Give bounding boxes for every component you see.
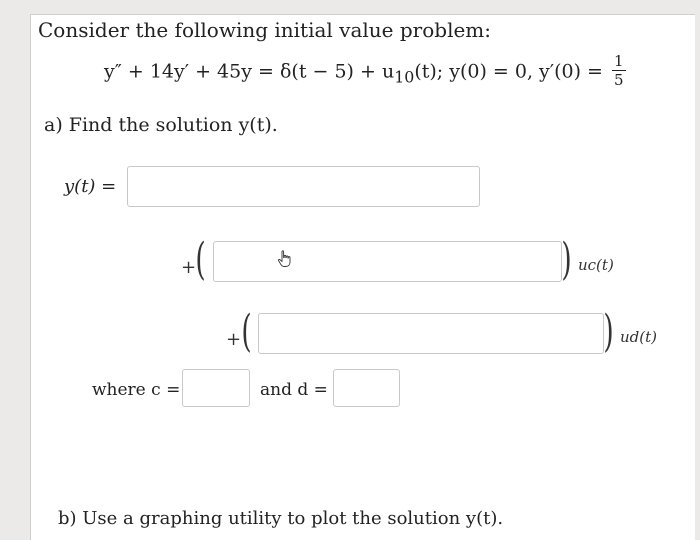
equation-right: (t); y(0) = 0, y′(0) =: [414, 60, 610, 83]
where-c-label: where c =: [92, 380, 181, 400]
close-paren-2: ): [603, 306, 614, 357]
plus-sign-2: +: [226, 329, 242, 350]
equation-subscript: 10: [394, 67, 415, 87]
open-paren-1: (: [195, 234, 206, 285]
equation-left: y″ + 14y′ + 45y = δ(t − 5) + u: [104, 60, 395, 83]
initial-slope-fraction: [612, 52, 626, 89]
hand-pointer-icon: [277, 250, 293, 272]
solution-main-input[interactable]: [127, 166, 480, 207]
ivp-equation: [104, 54, 626, 91]
problem-intro: Consider the following initial value problem:: [38, 18, 492, 42]
coefficient-uc-input[interactable]: [213, 241, 562, 282]
plus-sign-1: +: [181, 257, 197, 278]
and-d-label: and d =: [260, 380, 328, 400]
u-c-step-label: uc(t): [578, 256, 614, 274]
part-a-prompt: a) Find the solution y(t).: [44, 114, 278, 136]
open-paren-2: (: [241, 306, 252, 357]
c-value-input[interactable]: [182, 369, 250, 407]
u-d-step-label: ud(t): [620, 328, 657, 346]
coefficient-ud-input[interactable]: [258, 313, 604, 354]
d-value-input[interactable]: [333, 369, 400, 407]
fraction-denominator: 5: [614, 71, 624, 89]
fraction-numerator: 1: [614, 52, 624, 70]
y-of-t-label: y(t) =: [64, 176, 117, 197]
close-paren-1: ): [561, 234, 572, 285]
part-b-prompt: b) Use a graphing utility to plot the solution y(t).: [58, 508, 504, 529]
